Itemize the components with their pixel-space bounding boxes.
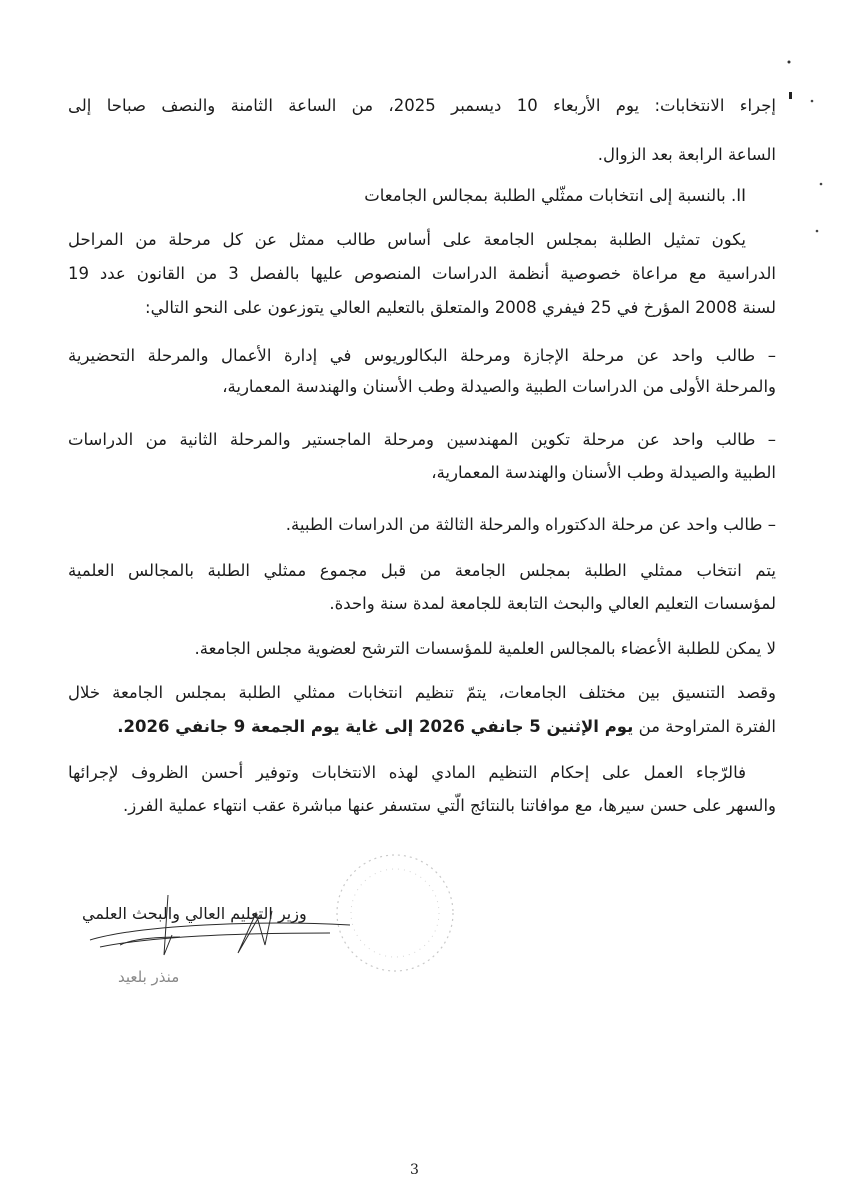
intro-line-2: الساعة الرابعة بعد الزوال. xyxy=(597,145,776,164)
para3-line-1: لا يمكن للطلبة الأعضاء بالمجالس العلمية للمؤسسات الترشح لعضوية مجلس الجامعة. xyxy=(194,639,776,658)
election-period-dates: يوم الإثنين 5 جانفي 2026 إلى غاية يوم الجمعة 9 جانفي 2026. xyxy=(117,717,634,736)
faint-stamp xyxy=(330,848,460,978)
signatory-title: وزير التعليم العالي والبحث العلمي xyxy=(82,904,307,923)
section-heading: II. بالنسبة إلى انتخابات ممثّلي الطلبة بمجالس الجامعات xyxy=(364,186,746,205)
para5-line-1: فالرّجاء العمل على إحكام التنظيم المادي لهذه الانتخابات وتوفير أحسن الظروف لإجرائها xyxy=(68,763,746,782)
para4-line-2 xyxy=(117,715,776,739)
para5-line-2: والسهر على حسن سيرها، مع موافاتنا بالنتائج الّتي ستسفر عنها مباشرة عقب انتهاء عملية الفرز. xyxy=(123,796,776,815)
intro-line-1: إجراء الانتخابات: يوم الأربعاء 10 ديسمبر 2025، من الساعة الثامنة والنصف صباحا إلى xyxy=(68,96,776,115)
para1-line-1: يكون تمثيل الطلبة بمجلس الجامعة على أساس طالب ممثل عن كل مرحلة من المراحل xyxy=(68,230,746,249)
handwritten-signature xyxy=(60,885,360,985)
bullet-1-line-2: والمرحلة الأولى من الدراسات الطبية والصيدلة وطب الأسنان والهندسة المعمارية، xyxy=(222,377,776,396)
signatory-name: منذر بلعيد xyxy=(118,968,180,986)
para4-line-1: وقصد التنسيق بين مختلف الجامعات، يتمّ تنظيم انتخابات ممثلي الطلبة بمجلس الجامعة خلال xyxy=(68,683,776,702)
bullet-2-line-1: – طالب واحد عن مرحلة تكوين المهندسين ومرحلة الماجستير والمرحلة الثانية من الدراسات xyxy=(68,430,776,449)
bullet-2-line-2: الطبية والصيدلة وطب الأسنان والهندسة المعمارية، xyxy=(431,463,776,482)
bullet-3-line-1: – طالب واحد عن مرحلة الدكتوراه والمرحلة الثالثة من الدراسات الطبية. xyxy=(285,515,776,534)
para2-line-2: لمؤسسات التعليم العالي والبحث التابعة للجامعة لمدة سنة واحدة. xyxy=(329,594,776,613)
para2-line-1: يتم انتخاب ممثلي الطلبة بمجلس الجامعة من قبل مجموع ممثلي الطلبة بالمجالس العلمية xyxy=(68,561,776,580)
para1-line-2: الدراسية مع مراعاة خصوصية أنظمة الدراسات المنصوص عليها بالفصل 3 من القانون عدد 19 xyxy=(68,264,776,283)
page-number: 3 xyxy=(410,1162,419,1178)
para1-line-3: لسنة 2008 المؤرخ في 25 فيفري 2008 والمتعلق بالتعليم العالي يتوزعون على النحو التالي: xyxy=(145,298,776,317)
period-prefix: الفترة المتراوحة من xyxy=(633,717,776,736)
bullet-1-line-1: – طالب واحد عن مرحلة الإجازة ومرحلة البكالوريوس في إدارة الأعمال والمرحلة التحضيرية xyxy=(68,346,776,365)
